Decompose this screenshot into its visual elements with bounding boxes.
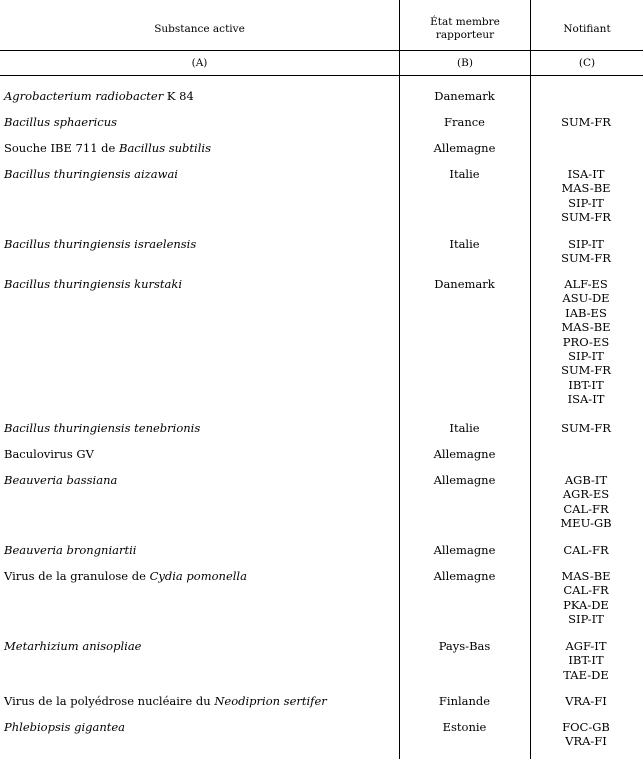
notifiant-code: AGF-IT bbox=[565, 639, 607, 653]
label-a: (A) bbox=[191, 57, 208, 69]
notifiant-code: MAS-BE bbox=[561, 569, 611, 583]
table-row-substance bbox=[4, 167, 178, 181]
notifiant-code: AGR-ES bbox=[562, 487, 610, 502]
notifiant-code: TAE-DE bbox=[563, 667, 609, 682]
table-row-etat-membre: Estonie bbox=[442, 720, 487, 734]
table-row-notifiant bbox=[530, 237, 642, 266]
substance-italic-text: Bacillus thuringiensis israelensis bbox=[4, 237, 197, 251]
table-row-etat-membre: Danemark bbox=[434, 277, 495, 291]
substance-italic-text: Neodiprion sertifer bbox=[214, 694, 327, 708]
table-row-substance bbox=[4, 421, 200, 435]
header-bottom-rule bbox=[0, 50, 643, 51]
label-row-bottom-rule bbox=[0, 75, 643, 76]
table-row-notifiant bbox=[530, 720, 642, 749]
notifiant-code: ALF-ES bbox=[564, 277, 608, 291]
header-etat-membre-line1: État membre bbox=[430, 16, 500, 28]
table-row-notifiant bbox=[530, 277, 642, 407]
table-row-notifiant bbox=[530, 167, 642, 225]
header-etat-membre bbox=[400, 16, 530, 42]
substance-italic-text: Agrobacterium radiobacter bbox=[4, 89, 164, 103]
notifiant-code: IAB-ES bbox=[565, 305, 607, 320]
header-notifiant: Notifiant bbox=[563, 23, 611, 35]
notifiant-code: SUM-FR bbox=[561, 210, 611, 225]
substance-italic-text: Metarhizium anisopliae bbox=[4, 639, 142, 653]
substance-text: Souche IBE 711 de bbox=[4, 141, 119, 155]
table-row-notifiant bbox=[530, 473, 642, 531]
substance-italic-text: Bacillus sphaericus bbox=[4, 115, 118, 129]
table-row-etat-membre: France bbox=[444, 115, 485, 129]
substance-italic-text: Phlebiopsis gigantea bbox=[4, 720, 126, 734]
substance-italic-text: Bacillus subtilis bbox=[119, 141, 211, 155]
table-row-substance bbox=[4, 543, 136, 557]
notifiant-code: PRO-ES bbox=[562, 334, 610, 349]
substance-italic-text: Beauveria brongniartii bbox=[4, 543, 137, 557]
label-b: (B) bbox=[457, 57, 473, 69]
table-row-etat-membre: Italie bbox=[449, 237, 480, 251]
substance-text: Virus de la granulose de bbox=[4, 569, 150, 583]
notifiant-code: SIP-IT bbox=[568, 237, 604, 251]
substance-text: Virus de la polyédrose nucléaire du bbox=[4, 694, 215, 708]
table-row-substance bbox=[4, 569, 247, 583]
table-row-etat-membre: Danemark bbox=[434, 89, 495, 103]
notifiant-code: VRA-FI bbox=[565, 694, 607, 708]
table-row-notifiant bbox=[530, 543, 642, 557]
notifiant-code: MAS-BE bbox=[561, 320, 611, 335]
table-row-notifiant bbox=[530, 694, 642, 708]
table-row-substance bbox=[4, 277, 182, 291]
table-row-substance bbox=[4, 639, 142, 653]
notifiant-code: ISA-IT bbox=[567, 167, 605, 181]
table-row-notifiant bbox=[530, 569, 642, 627]
notifiant-code: IBT-IT bbox=[568, 377, 604, 392]
notifiant-code: CAL-FR bbox=[563, 543, 609, 557]
substance-suffix-text: K 84 bbox=[163, 89, 194, 103]
header-substance-active: Substance active bbox=[154, 23, 245, 35]
table-row-etat-membre: Allemagne bbox=[433, 141, 496, 155]
table-row-etat-membre: Italie bbox=[449, 167, 480, 181]
notifiant-code: SUM-FR bbox=[561, 363, 611, 378]
table-row-etat-membre: Allemagne bbox=[433, 543, 496, 557]
notifiant-code: IBT-IT bbox=[568, 653, 604, 668]
table-row-substance bbox=[4, 473, 117, 487]
table-row-etat-membre: Allemagne bbox=[433, 473, 496, 487]
notifiant-code: SIP-IT bbox=[568, 612, 604, 627]
table-row-notifiant bbox=[530, 421, 642, 435]
table-row-substance bbox=[4, 720, 125, 734]
table-row-notifiant bbox=[530, 639, 642, 682]
notifiant-code: CAL-FR bbox=[563, 583, 609, 598]
table-row-substance bbox=[4, 694, 327, 708]
substance-italic-text: Bacillus thuringiensis aizawai bbox=[4, 167, 178, 181]
table-row-substance bbox=[4, 89, 194, 103]
substance-italic-text: Cydia pomonella bbox=[149, 569, 247, 583]
table-row-etat-membre: Allemagne bbox=[433, 569, 496, 583]
notifiant-code: FOC-GB bbox=[562, 720, 610, 734]
notifiant-code: PKA-DE bbox=[563, 597, 609, 612]
substance-italic-text: Beauveria bassiana bbox=[4, 473, 118, 487]
notifiant-code: ASU-DE bbox=[562, 291, 610, 306]
substance-text: Baculovirus GV bbox=[4, 447, 94, 461]
table-row-substance bbox=[4, 141, 211, 155]
notifiant-code: SUM-FR bbox=[561, 251, 611, 266]
header-etat-membre-line2: rapporteur bbox=[435, 29, 495, 41]
table-row-substance bbox=[4, 115, 117, 129]
substance-italic-text: Bacillus thuringiensis tenebrionis bbox=[4, 421, 201, 435]
table-row-etat-membre: Allemagne bbox=[433, 447, 496, 461]
table-row-etat-membre: Pays-Bas bbox=[438, 639, 491, 653]
table-row-substance bbox=[4, 447, 94, 461]
label-c: (C) bbox=[578, 57, 596, 69]
notifiant-code: AGB-IT bbox=[564, 473, 608, 487]
notifiant-code: ISA-IT bbox=[567, 392, 605, 407]
table-row-etat-membre: Finlande bbox=[438, 694, 491, 708]
notifiant-code: SIP-IT bbox=[568, 195, 604, 210]
notifiant-code: SIP-IT bbox=[568, 349, 604, 364]
table-row-substance bbox=[4, 237, 196, 251]
notifiant-code: MEU-GB bbox=[560, 516, 612, 531]
table-row-notifiant bbox=[530, 115, 642, 129]
substance-italic-text: Bacillus thuringiensis kurstaki bbox=[4, 277, 183, 291]
notifiant-code: SUM-FR bbox=[561, 421, 611, 435]
notifiant-code: CAL-FR bbox=[563, 501, 609, 516]
table-row-etat-membre: Italie bbox=[449, 421, 480, 435]
notifiant-code: SUM-FR bbox=[561, 115, 611, 129]
notifiant-code: MAS-BE bbox=[561, 181, 611, 196]
notifiant-code: VRA-FI bbox=[565, 734, 607, 749]
